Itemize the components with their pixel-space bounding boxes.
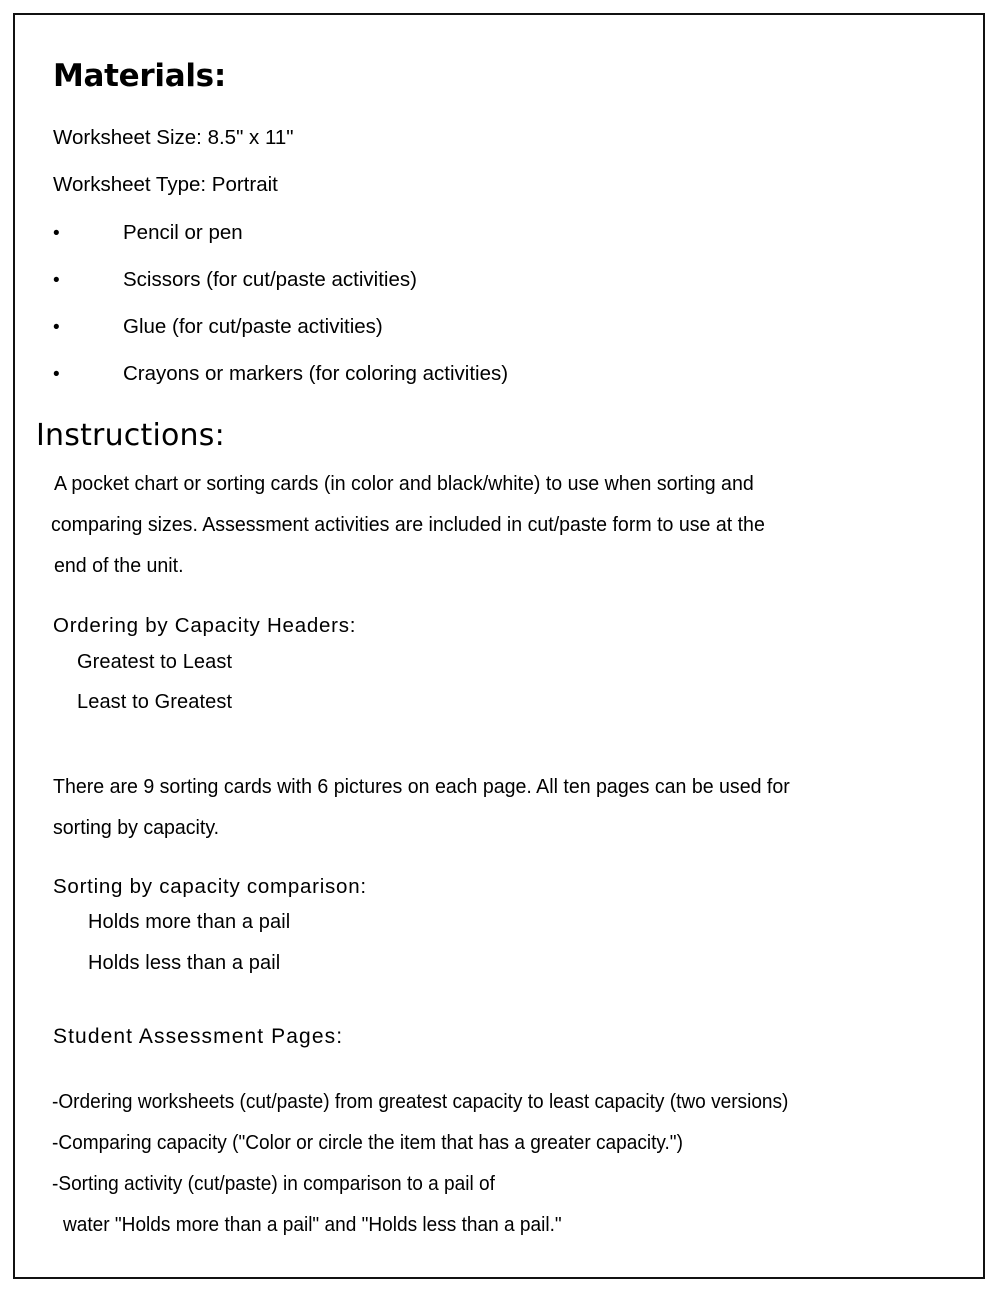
assessment-line: -Sorting activity (cut/paste) in comparison to a pail of — [52, 1172, 495, 1195]
document-body — [15, 15, 983, 1277]
instructions-heading: Instructions: — [36, 418, 225, 453]
materials-list-item — [53, 267, 417, 294]
assessment-line: -Ordering worksheets (cut/paste) from greatest capacity to least capacity (two versions) — [52, 1090, 789, 1113]
materials-item-label: Glue (for cut/paste activities) — [123, 315, 383, 338]
instructions-intro-line: comparing sizes. Assessment activities are included in cut/paste form to use at the — [51, 513, 765, 536]
worksheet-type-line: Worksheet Type: Portrait — [53, 173, 278, 196]
instructions-intro-line: end of the unit. — [54, 554, 184, 577]
materials-item-label: Crayons or markers (for coloring activities) — [123, 362, 509, 385]
document-page — [13, 13, 985, 1279]
materials-item-label: Scissors (for cut/paste activities) — [123, 268, 417, 291]
sorting-comparison-item: Holds less than a pail — [88, 952, 281, 974]
materials-item-label: Pencil or pen — [123, 221, 243, 244]
instructions-intro-line: A pocket chart or sorting cards (in color and black/white) to use when sorting and — [54, 472, 754, 495]
bullet-icon: • — [53, 223, 60, 244]
materials-heading: Materials: — [53, 58, 226, 94]
worksheet-size-line: Worksheet Size: 8.5" x 11" — [53, 126, 294, 149]
materials-list-item — [53, 314, 383, 341]
materials-list-item — [53, 361, 508, 388]
bullet-icon: • — [53, 317, 60, 338]
sorting-cards-line: There are 9 sorting cards with 6 pictures on each page. All ten pages can be used for — [53, 775, 790, 798]
sorting-comparison-item: Holds more than a pail — [88, 911, 291, 933]
bullet-icon: • — [53, 270, 60, 291]
assessment-line: -Comparing capacity ("Color or circle the item that has a greater capacity.") — [52, 1131, 683, 1154]
sorting-comparison-label: Sorting by capacity comparison: — [53, 875, 367, 898]
capacity-headers-label: Ordering by Capacity Headers: — [53, 614, 357, 637]
capacity-header-item: Greatest to Least — [77, 651, 233, 673]
capacity-header-item: Least to Greatest — [77, 691, 233, 713]
assessment-line: water "Holds more than a pail" and "Holds less than a pail." — [63, 1213, 562, 1236]
sorting-cards-line: sorting by capacity. — [53, 816, 220, 839]
materials-list-item — [53, 220, 243, 247]
student-assessment-label: Student Assessment Pages: — [53, 1025, 344, 1048]
bullet-icon: • — [53, 364, 60, 385]
